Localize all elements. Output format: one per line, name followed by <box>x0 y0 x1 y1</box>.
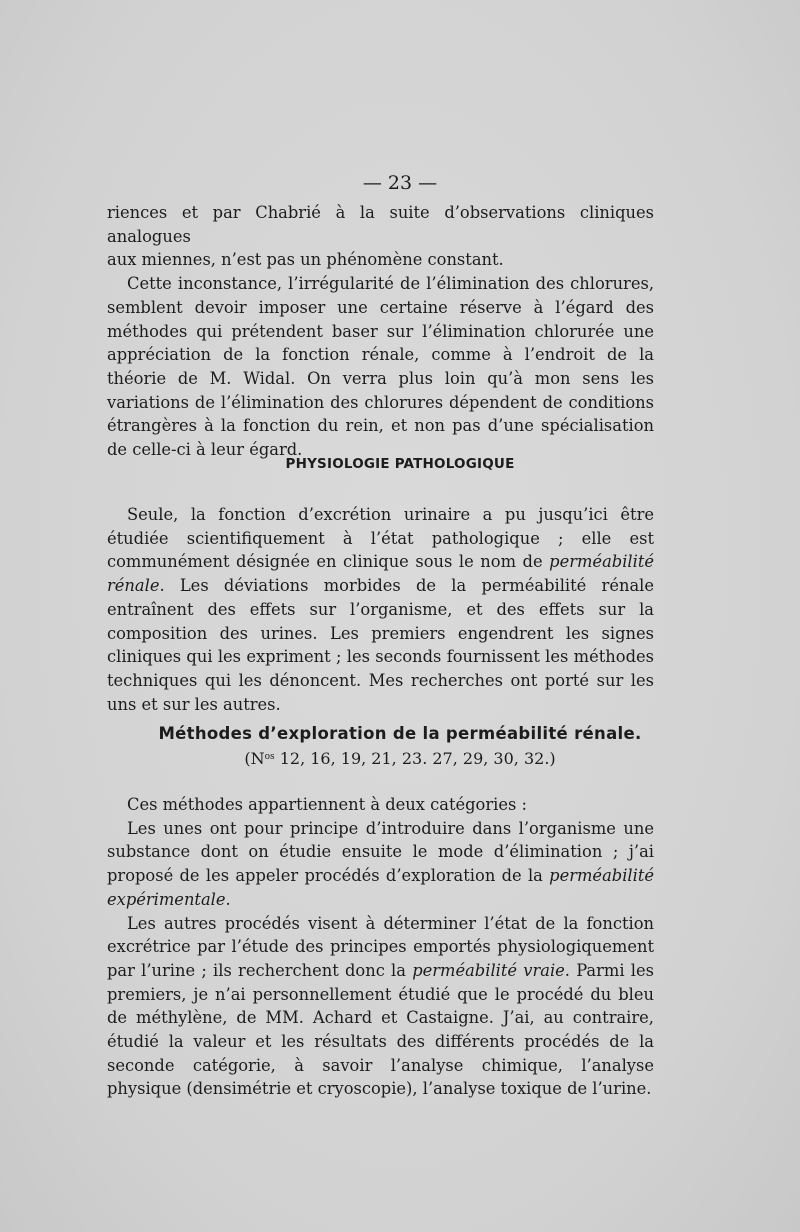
paragraph-line: riences et par Chabrié à la suite d’observations cliniques analogues <box>107 203 654 246</box>
text-run: Les autres procédés visent à déterminer l’état de la fonction excrétrice par l’étude des principes emportés physiologiquement par l’urine ; ils recherchent donc la <box>107 913 654 980</box>
paragraph-experimentale <box>107 817 654 912</box>
paragraph-categories: Ces méthodes appartiennent à deux catégories : <box>127 795 528 814</box>
text-run: . Les déviations morbides de la perméabilité rénale entraînent des effets sur l’organisme, et des effets sur la composition des urines. Les premiers engendrent les signes cliniques qui les expriment ; les seconds fournissent les méthodes techniques qui les dénoncent. Mes recherches ont porté sur les uns et sur les autres. <box>107 576 654 714</box>
italic-term: perméabilité vraie <box>412 960 565 980</box>
text-run: . Parmi les premiers, je n’ai personnellement étudié que le procédé du bleu de méthylène, de MM. Achard et Castaigne. J’ai, au contraire, étudié la valeur et les résultats des différents procédés de la seconde catégorie, à savoir l’analyse chimique, l’analyse physique (densimétrie et cryoscopie), l’analyse toxique de l’urine. <box>107 960 654 1099</box>
refs-superscript: os <box>264 752 275 762</box>
section-heading-methodes: Méthodes d’exploration de la perméabilité rénale. <box>158 724 642 743</box>
paragraph-chlorures: Cette inconstance, l’irrégularité de l’élimination des chlorures, semblent devoir imposer une certaine réserve à l’égard des méthodes qui prétendent baser sur l’élimination chlorurée une appréciation de la fonction rénale, comme à l’endroit de la théorie de M. Widal. On verra plus loin qu’à mon sens les variations de l’élimination des chlorures dépendent de conditions étrangères à la fonction du rein, et non pas d’une spécialisation de celle-ci à leur égard. <box>107 274 654 460</box>
refs-prefix: (N <box>244 749 265 768</box>
methodes-section <box>107 793 654 1101</box>
page-number: — 23 — <box>362 172 438 194</box>
opening-section <box>107 201 654 462</box>
text-run: Seule, la fonction d’excrétion urinaire a pu jusqu’ici être étudiée scientifiquement à l’état pathologique ; elle est communément désignée en clinique sous le nom de <box>107 505 654 572</box>
italic-term: perméabilité expérimentale <box>107 866 654 909</box>
references-list <box>0 749 800 768</box>
text-run: . <box>225 889 231 909</box>
section-heading-physiologie: PHYSIOLOGIE PATHOLOGIQUE <box>285 456 515 472</box>
paragraph-permeabilite <box>107 503 654 716</box>
paragraph-line: aux miennes, n’est pas un phénomène constant. <box>107 250 504 270</box>
text-run: Les unes ont pour principe d’introduire dans l’organisme une substance dont on étudie ensuite le mode d’élimination ; j’ai proposé de les appeler procédés d’exploration de la <box>107 818 654 886</box>
physiologie-section <box>107 503 654 716</box>
italic-term: perméabilité rénale <box>107 552 654 596</box>
paragraph-vraie <box>107 912 654 1102</box>
refs-numbers: 12, 16, 19, 21, 23. 27, 29, 30, 32.) <box>274 749 556 768</box>
